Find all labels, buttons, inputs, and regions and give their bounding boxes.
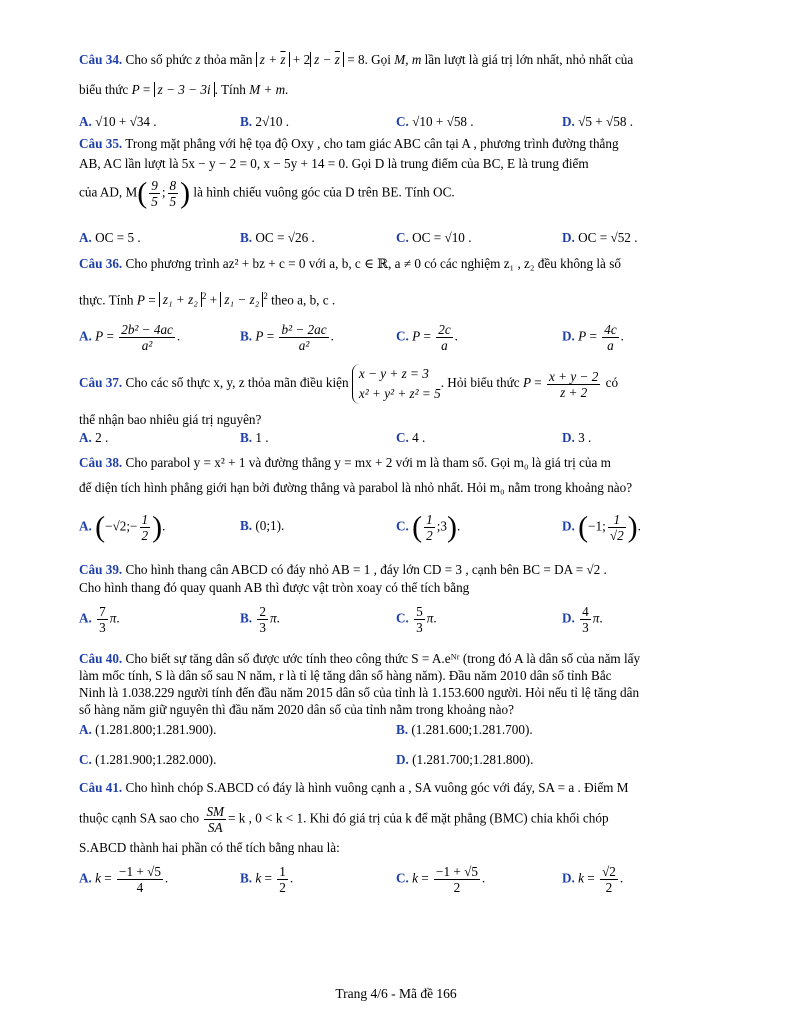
option-b[interactable]: B. (1.281.600;1.281.700). (396, 722, 533, 737)
option-d[interactable]: D. √5 + √58 . (562, 114, 634, 129)
option-a[interactable]: A. $\frac{7}{3}$ π. (79, 604, 120, 635)
question-39: Câu 39. Cho hình thang cân ABCD có đáy nhỏ AB = 1 , đáy lớn CD = 3 , cạnh bên BC = DA = √2 . (79, 562, 607, 577)
option-b[interactable]: B. $\frac{2}{3}$ π. (240, 604, 280, 635)
question-38: Câu 38. Cho parabol y = x² + 1 và đường thẳng y = mx + 2 với m là tham số. Gọi m₀ là giá trị của m (79, 455, 611, 470)
question-41-line2: thuộc cạnh SA sao cho $\frac{SM}{SA}$ = k , 0 < k < 1. Khi đó giá trị của k để mặt phẳng (BMC) chia khối chóp (79, 804, 609, 835)
option-a[interactable]: A. (1.281.800;1.281.900). (79, 722, 217, 737)
question-36-line2: thực. Tính P = z₁ + z₂ $^2$ + z₁ − z₂ $^2$ theo a, b, c . (79, 291, 336, 308)
option-b[interactable]: B. P = $\frac{\text{b² − 2ac}}{\text{a²}}$ . (240, 322, 334, 353)
question-36: Câu 36. Cho phương trình az² + bz + c = 0 với a, b, c ∈ ℝ, a ≠ 0 có các nghiệm z₁ , z₂ đều không là số (79, 256, 621, 271)
question-40-line2: làm mốc tính, S là dân số sau N năm, r là tỉ lệ tăng dân số hàng năm). Đầu năm 2010 dân số tỉnh Bắc (79, 668, 612, 683)
option-a[interactable]: A. OC = 5 . (79, 230, 141, 245)
question-34: Câu 34. Cho số phức z thỏa mãn $z + \overline{z} + 2$ $z - \overline{z} = 8$. Gọi M, m lần lượt là giá trị lớn nhất, nhỏ nhất của (79, 52, 634, 67)
option-d[interactable]: D. OC = √52 . (562, 230, 638, 245)
question-37: Câu 37. Cho các số thực x, y, z thỏa mãn điều kiện x − y + z = 3 x² + y² + z² = 5. Hỏi biểu thức P = $\frac{x + y - 2}{z + 2}$ có (79, 364, 715, 404)
option-b[interactable]: B. OC = √26 . (240, 230, 315, 245)
option-a[interactable]: A. 2 . (79, 430, 109, 445)
option-c[interactable]: C. P = $\frac{2c}{a}$ . (396, 322, 458, 353)
option-a[interactable]: A. P = $\frac{\text{2b² − 4ac}}{\text{a²}}$ . (79, 322, 181, 353)
question-38-line2: để diện tích hình phẳng giới hạn bởi đường thẳng và parabol là nhỏ nhất. Hỏi m₀ nằm trong khoảng nào? (79, 480, 633, 495)
question-40: Câu 40. Cho biết sự tăng dân số được ước tính theo công thức S = A.eᴺʳ (trong đó A là dân số của năm lấy (79, 651, 641, 666)
option-d[interactable]: D. P = $\frac{4c}{a}$ . (562, 322, 624, 353)
option-c[interactable]: C. √10 + √58 . (396, 114, 474, 129)
question-41: Câu 41. Cho hình chóp S.ABCD có đáy là hình vuông cạnh a , SA vuông góc với đáy, SA = a . Điểm M (79, 780, 629, 795)
question-35: Câu 35. Trong mặt phẳng với hệ tọa độ Oxy , cho tam giác ABC cân tại A , phương trình đường thẳng (79, 136, 619, 151)
option-d[interactable]: D. k = $\frac{√2}{2}$ . (562, 864, 624, 895)
option-c[interactable]: C. OC = √10 . (396, 230, 472, 245)
option-d[interactable]: D. 3 . (562, 430, 592, 445)
question-37-line2: thể nhận bao nhiêu giá trị nguyên? (79, 412, 262, 427)
option-d[interactable]: D. $\frac{4}{3}$ π. (562, 604, 603, 635)
page-footer: Trang 4/6 - Mã đề 166 (335, 986, 457, 1001)
question-39-line2: Cho hình thang đó quay quanh AB thì được vật tròn xoay có thể tích bằng (79, 580, 470, 595)
option-c[interactable]: C. ( $\frac{1}{2}$ ;3). (396, 510, 461, 544)
option-b[interactable]: B. 1 . (240, 430, 269, 445)
option-a[interactable]: A. k = $\frac{-1 + √5}{4}$ . (79, 864, 169, 895)
question-35-line3: của AD, M( $\frac{9}{5}$ ; $\frac{8}{5}$ ) là hình chiếu vuông góc của D trên BE. Tính OC. (79, 176, 455, 210)
question-40-line4: số hàng năm giữ nguyên thì đầu năm 2020 dân số của tỉnh nằm trong khoảng nào? (79, 702, 514, 717)
question-34-line2: biểu thức P = z − 3 − 3i . Tính M + m. (79, 82, 289, 97)
option-c[interactable]: C. $\frac{5}{3}$ π. (396, 604, 437, 635)
option-c[interactable]: C. 4 . (396, 430, 426, 445)
option-b[interactable]: B. 2√10 . (240, 114, 290, 129)
question-35-line2: AB, AC lần lượt là 5x − y − 2 = 0, x − 5y + 14 = 0. Gọi D là trung điểm của BC, E là trung điểm (79, 156, 589, 171)
option-a[interactable]: A. √10 + √34 . (79, 114, 157, 129)
option-d[interactable]: D. (−1; $\frac{1}{√2}$ ). (562, 510, 641, 544)
option-c[interactable]: C. (1.281.900;1.282.000). (79, 752, 217, 767)
option-b[interactable]: B. (0;1). (240, 518, 285, 533)
question-label: Câu 34. (79, 52, 123, 67)
option-d[interactable]: D. (1.281.700;1.281.800). (396, 752, 534, 767)
question-41-line3: S.ABCD thành hai phần có thể tích bằng nhau là: (79, 840, 340, 855)
question-40-line3: Ninh là 1.038.229 người tính đến đầu năm 2015 dân số của tỉnh là 1.153.600 người. Hỏi nếu tỉ lệ tăng dân (79, 685, 640, 700)
option-c[interactable]: C. k = $\frac{-1 + √5}{2}$ . (396, 864, 486, 895)
option-b[interactable]: B. k = $\frac{1}{2}$ . (240, 864, 294, 895)
option-a[interactable]: A. (−√2;− $\frac{1}{2}$ ). (79, 510, 166, 544)
